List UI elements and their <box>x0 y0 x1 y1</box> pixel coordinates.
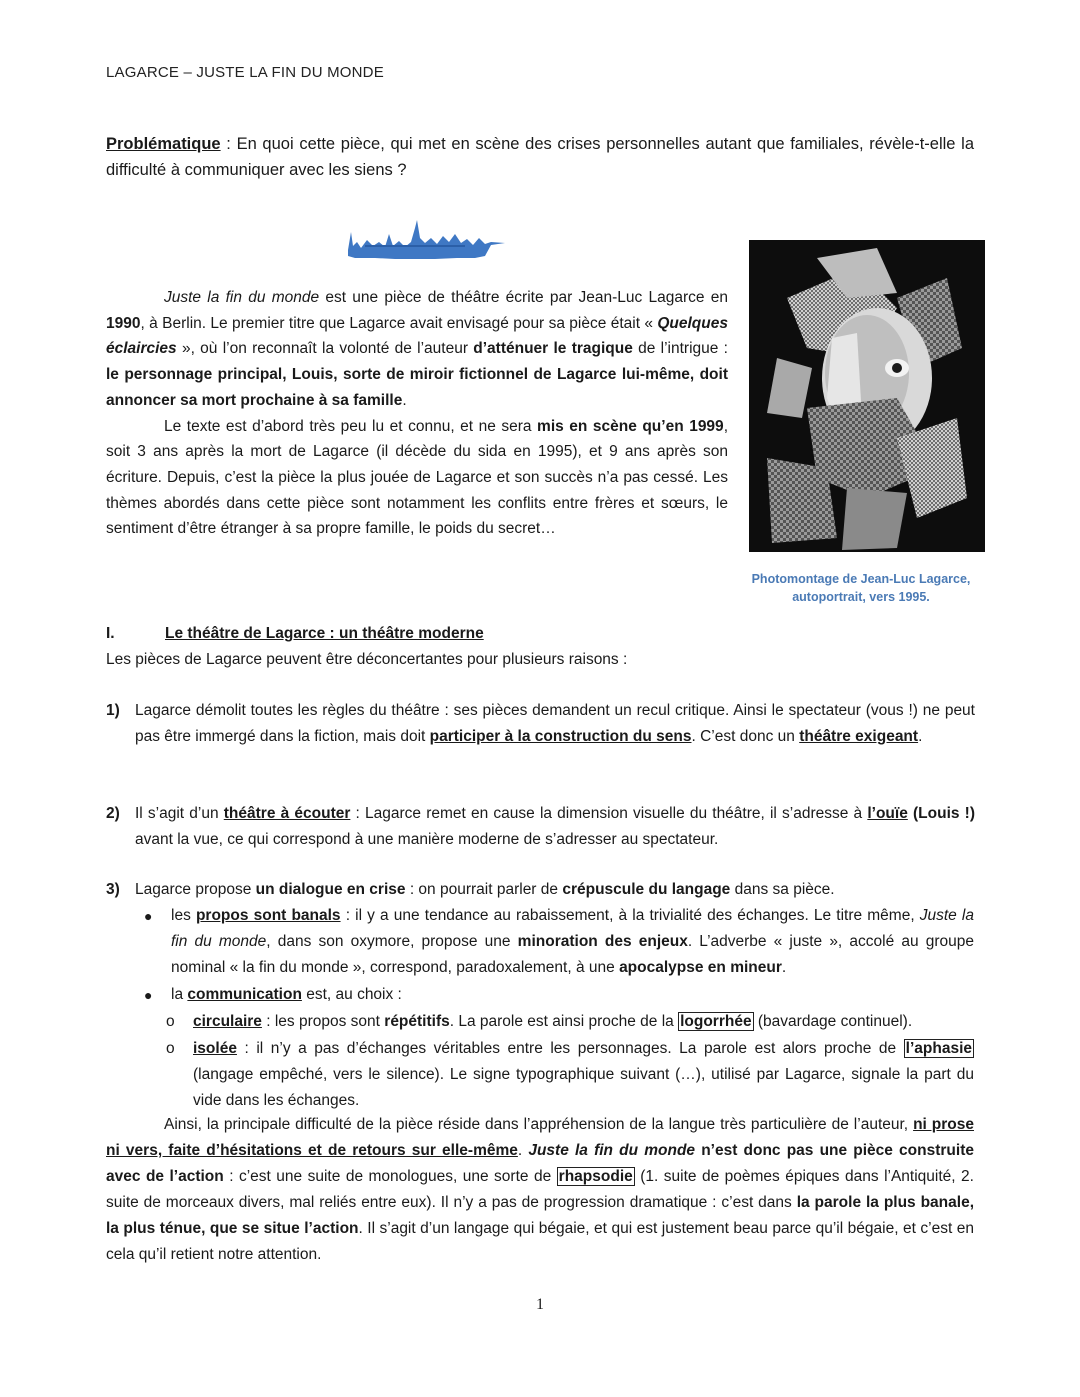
text-span: : Lagarce remet en cause la dimension visuelle du théâtre, il s’adresse à <box>350 805 868 822</box>
text-span: , soit 3 ans après la mort de Lagarce (il décède du sida en 1995), et 9 ans après son écriture. Depuis, c’est la pièce la plus jouée de Lagarce et son succès n’a pas cessé. Les thèmes abordés dans cette pièce sont notamment les conflits entre frères et sœurs, le sentiment d’être étranger à sa propre famille, le poids du secret… <box>106 417 728 538</box>
text-span: est une pièce de théâtre écrite par Jean-Luc Lagarce en <box>319 289 728 306</box>
bold-span: n’est donc pas une pièce construite avec de l’action <box>106 1142 974 1185</box>
text-span: Ainsi, la principale difficulté de la pièce réside dans l’appréhension de la langue très particulière de l’auteur, <box>164 1116 914 1133</box>
text-span: de l’intrigue : <box>632 340 728 358</box>
bold-italic-span: Juste la fin du monde <box>528 1142 696 1159</box>
bold-span: 1990 <box>106 314 141 332</box>
item-number: 1) <box>106 702 120 719</box>
text-span: Il s’agit d’un <box>135 805 224 822</box>
bold-underline-span: communication <box>187 986 302 1003</box>
introduction-text <box>106 285 728 542</box>
text-span: (bavardage continuel). <box>753 1013 913 1030</box>
text-span: Lagarce démolit toutes les règles du théâtre : ses pièces demandent un recul critique. Ainsi le spectateur (vous !) ne peut pas être immergé dans la fiction, mais doit <box>135 702 975 745</box>
closing-text <box>106 1112 974 1268</box>
item-2 <box>135 801 975 853</box>
section-title: Le théâtre de Lagarce : un théâtre moderne <box>165 625 484 642</box>
closing-paragraph <box>106 1112 974 1268</box>
intro-paragraph-1 <box>106 285 728 414</box>
sub-bullet-1 <box>193 1009 974 1035</box>
bold-span: mis en scène qu’en 1999 <box>537 417 724 435</box>
bold-span: d’atténuer le tragique <box>473 340 633 358</box>
italic-span: Juste la fin du monde <box>171 907 974 950</box>
bold-span: un dialogue en crise <box>255 881 406 898</box>
sub-bullet-2 <box>193 1036 974 1114</box>
text-span: avant la vue, ce qui correspond à une manière moderne de s’adresser au spectateur. <box>135 831 719 848</box>
text-span: dans sa pièce. <box>730 881 835 898</box>
item-number-2 <box>106 801 120 827</box>
text-span: (1. suite de poèmes épiques dans l’Antiquité, 2. suite de morceaux divers, mal reliés entre eux). Il n’y a pas de progression dramatique : c’est dans <box>106 1168 974 1211</box>
bold-span: crépuscule du langage <box>562 881 731 898</box>
item-number-3 <box>106 877 120 903</box>
bullet-2 <box>171 982 974 1008</box>
portrait-photo <box>747 238 987 556</box>
text-span: . <box>781 959 787 976</box>
bold-span: le personnage principal, Louis, sorte de miroir fictionnel de Lagarce lui-même, doit annoncer sa mort prochaine à sa famille <box>106 366 728 409</box>
bold-underline-span: théâtre exigeant <box>799 728 919 745</box>
text-span: Le texte est d’abord très peu lu et connu, et ne sera <box>164 417 538 435</box>
item-1 <box>135 698 975 750</box>
bold-span: minoration des enjeux <box>517 933 688 950</box>
bold-underline-span: isolée <box>193 1040 237 1057</box>
section-heading <box>106 621 974 647</box>
boxed-term: logorrhée <box>680 1013 752 1030</box>
bold-underline-span: l’ouïe <box>867 805 908 822</box>
introduction-wordart <box>345 212 510 264</box>
text-span: : on pourrait parler de <box>405 881 563 898</box>
text-span: les <box>171 907 196 924</box>
bullet-1 <box>171 903 974 981</box>
text-span: , dans son oxymore, propose une <box>266 933 518 950</box>
problematique-label: Problématique <box>106 135 221 153</box>
text-span: », où l’on reconnaît la volonté de l’auteur <box>176 340 474 358</box>
text-span: est, au choix : <box>301 986 402 1003</box>
sub-bullet-marker: o <box>166 1040 175 1057</box>
text-span: (langage empêché, vers le silence). Le signe typographique suivant (…), utilisé par Lagarce, signale la part du vide dans les échanges. <box>193 1066 974 1109</box>
bold-underline-span: propos sont banals <box>195 907 341 924</box>
text-span: , à Berlin. Le premier titre que Lagarce avait envisagé pour sa pièce était « <box>140 314 658 332</box>
bold-underline-span: participer à la construction du sens <box>429 728 692 745</box>
bold-underline-span: circulaire <box>193 1013 262 1030</box>
caption-line-1: Photomontage de Jean-Luc Lagarce, <box>751 572 971 586</box>
item-3 <box>135 877 975 903</box>
bold-span: (Louis !) <box>913 805 975 822</box>
bold-span: répétitifs <box>384 1013 450 1030</box>
item-number-1 <box>106 698 120 724</box>
photo-caption <box>744 570 978 606</box>
text-span: : les propos sont <box>261 1013 385 1030</box>
text-span: Lagarce propose <box>135 881 256 898</box>
bold-underline-span: ni prose ni vers, faite d’hésitations et de retours sur elle-même <box>106 1116 974 1159</box>
text-span: . <box>918 728 923 745</box>
text-span: . <box>402 391 407 409</box>
bullet-dot: ● <box>144 908 153 924</box>
bold-span: apocalypse en mineur <box>619 959 782 976</box>
boxed-term: rhapsodie <box>558 1168 633 1185</box>
section-intro: Les pièces de Lagarce peuvent être déconcertantes pour plusieurs raisons : <box>106 651 628 668</box>
boxed-term: l’aphasie <box>905 1040 972 1057</box>
document-header: LAGARCE – JUSTE LA FIN DU MONDE <box>106 64 384 81</box>
text-span: . L’adverbe « juste », accolé au groupe nominal « la fin du monde », correspond, paradoxalement, à une <box>171 933 974 976</box>
page-number: 1 <box>536 1296 544 1313</box>
play-title: Juste la fin du monde <box>164 289 320 306</box>
problematique <box>106 131 974 183</box>
text-span: . La parole est ainsi proche de la <box>449 1013 679 1030</box>
bold-span: la parole la plus banale, la plus ténue, que se situe l’action <box>106 1194 975 1237</box>
text-span: . Il s’agit d’un langage qui bégaie, et qui est justement beau parce qu’il bégaie, et c’est en cela qu’il retient notre attention. <box>106 1220 974 1263</box>
sub-bullet-marker: o <box>166 1013 175 1030</box>
text-span: la <box>171 986 188 1003</box>
section-number: I. <box>106 625 115 642</box>
caption-line-2: autoportrait, vers 1995. <box>792 590 930 604</box>
bullet-dot: ● <box>144 987 153 1003</box>
problematique-text: : En quoi cette pièce, qui met en scène des crises personnelles autant que familiales, révèle-t-elle la difficulté à communiquer avec les siens ? <box>106 135 974 179</box>
photomontage-image <box>747 238 987 556</box>
text-span: . C’est donc un <box>691 728 800 745</box>
text-span: : c’est une suite de monologues, une sorte de <box>223 1168 557 1185</box>
text-span: . <box>517 1142 529 1159</box>
text-span: : il y a une tendance au rabaissement, à la trivialité des échanges. Le titre même, <box>340 907 920 924</box>
bold-italic-span: Quelques éclaircies <box>106 314 728 358</box>
item-number: 3) <box>106 881 120 898</box>
intro-paragraph-2 <box>106 414 728 543</box>
bold-underline-span: théâtre à écouter <box>223 805 351 822</box>
item-number: 2) <box>106 805 120 822</box>
text-span: : il n’y a pas d’échanges véritables entre les personnages. La parole est alors proche de <box>236 1040 904 1057</box>
introduction-banner <box>345 212 510 273</box>
